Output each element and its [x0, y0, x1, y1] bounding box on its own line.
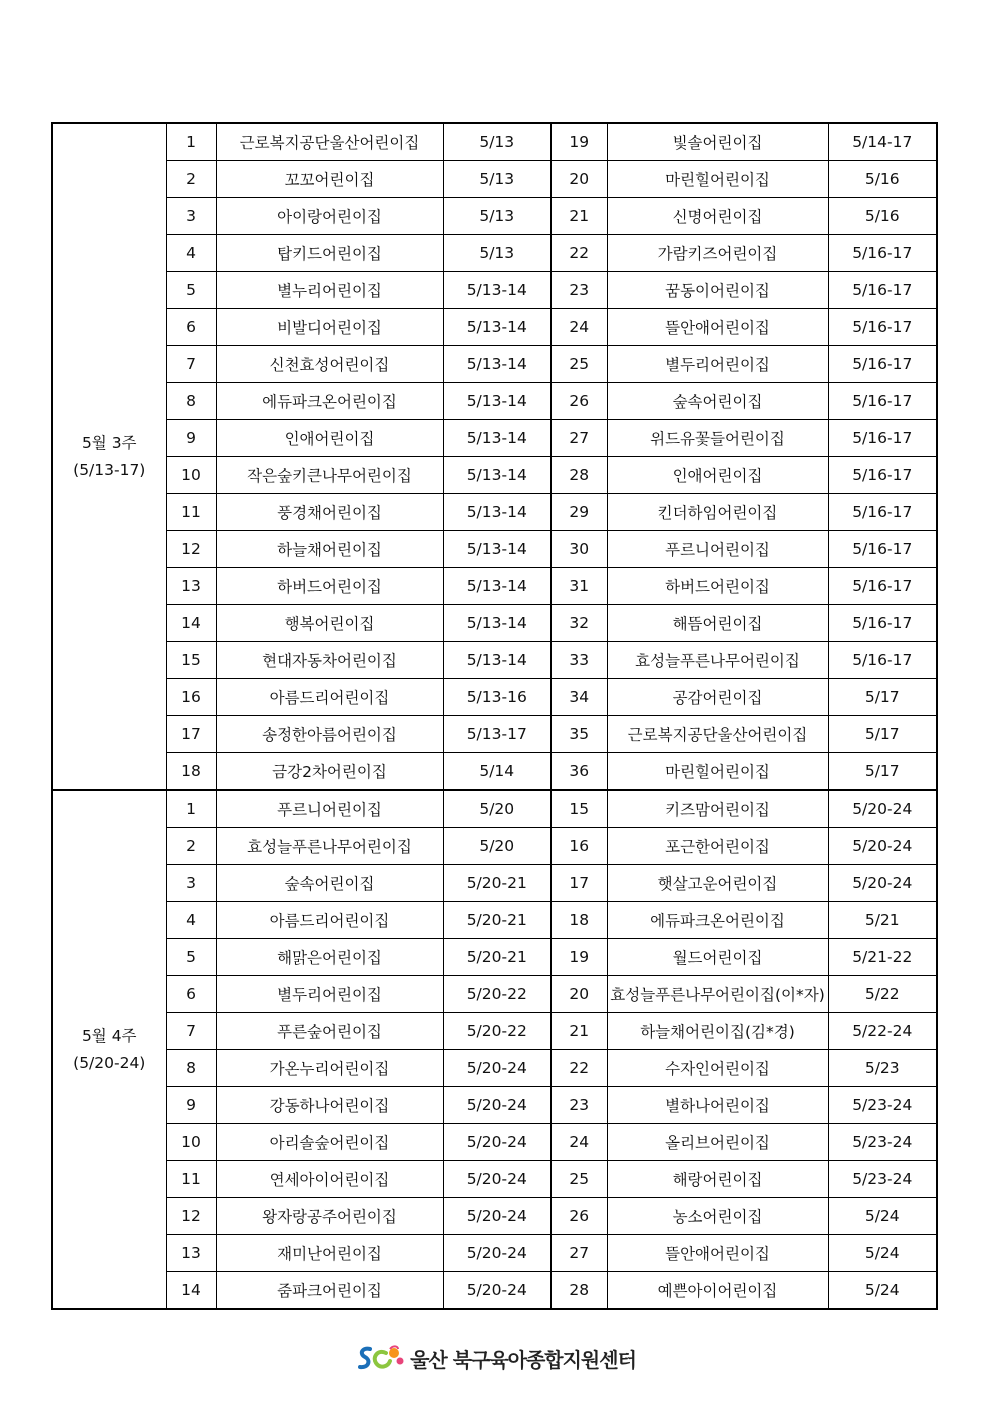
cell-name: 포근한어린이집 [607, 828, 828, 865]
cell-no: 33 [551, 642, 607, 679]
cell-date: 5/16 [828, 161, 937, 198]
cell-name: 작은숲키큰나무어린이집 [216, 457, 443, 494]
cell-date: 5/16-17 [828, 346, 937, 383]
cell-no: 7 [166, 346, 216, 383]
cell-name: 킨더하임어린이집 [607, 494, 828, 531]
cell-name: 행복어린이집 [216, 605, 443, 642]
cell-date: 5/20-21 [443, 902, 551, 939]
cell-date: 5/23 [828, 1050, 937, 1087]
table-row [52, 716, 937, 753]
cell-date: 5/17 [828, 753, 937, 791]
cell-name: 연세아이어린이집 [216, 1161, 443, 1198]
cell-no: 6 [166, 976, 216, 1013]
cell-no: 15 [551, 790, 607, 828]
cell-no: 3 [166, 865, 216, 902]
table-row [52, 161, 937, 198]
cell-no: 4 [166, 902, 216, 939]
week-range: (5/20-24) [73, 1053, 146, 1072]
cell-name: 햇살고운어린이집 [607, 865, 828, 902]
cell-name: 비발디어린이집 [216, 309, 443, 346]
cell-name: 숲속어린이집 [216, 865, 443, 902]
cell-date: 5/13-14 [443, 531, 551, 568]
cell-no: 15 [166, 642, 216, 679]
cell-no: 18 [166, 753, 216, 791]
cell-name: 올리브어린이집 [607, 1124, 828, 1161]
cell-no: 4 [166, 235, 216, 272]
cell-date: 5/16-17 [828, 568, 937, 605]
cell-date: 5/13-14 [443, 457, 551, 494]
cell-date: 5/14 [443, 753, 551, 791]
cell-no: 16 [551, 828, 607, 865]
cell-name: 아이랑어린이집 [216, 198, 443, 235]
cell-name: 수자인어린이집 [607, 1050, 828, 1087]
cell-no: 14 [166, 1272, 216, 1310]
cell-name: 효성늘푸른나무어린이집 [216, 828, 443, 865]
table-row [52, 494, 937, 531]
cell-date: 5/13-14 [443, 420, 551, 457]
cell-name: 금강2차어린이집 [216, 753, 443, 791]
cell-no: 22 [551, 235, 607, 272]
cell-date: 5/21-22 [828, 939, 937, 976]
cell-date: 5/16-17 [828, 457, 937, 494]
cell-no: 11 [166, 1161, 216, 1198]
cell-name: 현대자동차어린이집 [216, 642, 443, 679]
cell-date: 5/16-17 [828, 383, 937, 420]
cell-date: 5/16-17 [828, 272, 937, 309]
cell-no: 28 [551, 1272, 607, 1310]
cell-name: 하늘채어린이집(김*경) [607, 1013, 828, 1050]
cell-no: 12 [166, 1198, 216, 1235]
cell-date: 5/17 [828, 716, 937, 753]
cell-date: 5/13 [443, 235, 551, 272]
cell-name: 풍경채어린이집 [216, 494, 443, 531]
week-label: 5월 4주 [81, 1027, 137, 1046]
cell-date: 5/13-14 [443, 605, 551, 642]
cell-date: 5/20-22 [443, 976, 551, 1013]
cell-no: 19 [551, 939, 607, 976]
cell-date: 5/20-24 [443, 1235, 551, 1272]
cell-date: 5/20-22 [443, 1013, 551, 1050]
cell-no: 26 [551, 1198, 607, 1235]
cell-name: 아름드리어린이집 [216, 902, 443, 939]
cell-no: 6 [166, 309, 216, 346]
cell-name: 가온누리어린이집 [216, 1050, 443, 1087]
cell-no: 13 [166, 568, 216, 605]
table-row [52, 828, 937, 865]
schedule-body [52, 123, 937, 1309]
table-row [52, 235, 937, 272]
table-row [52, 790, 937, 828]
cell-name: 아름드리어린이집 [216, 679, 443, 716]
center-logo-icon [356, 1343, 404, 1373]
cell-no: 21 [551, 1013, 607, 1050]
table-row [52, 346, 937, 383]
cell-no: 28 [551, 457, 607, 494]
cell-no: 2 [166, 828, 216, 865]
cell-name: 마린힐어린이집 [607, 161, 828, 198]
cell-date: 5/14-17 [828, 123, 937, 161]
table-row [52, 976, 937, 1013]
cell-name: 별두리어린이집 [607, 346, 828, 383]
cell-date: 5/23-24 [828, 1087, 937, 1124]
week-cell [52, 123, 166, 790]
cell-date: 5/16-17 [828, 531, 937, 568]
cell-no: 26 [551, 383, 607, 420]
cell-no: 14 [166, 605, 216, 642]
cell-name: 근로복지공단울산어린이집 [607, 716, 828, 753]
cell-no: 17 [551, 865, 607, 902]
cell-name: 별두리어린이집 [216, 976, 443, 1013]
table-row [52, 1124, 937, 1161]
cell-no: 21 [551, 198, 607, 235]
cell-date: 5/20-21 [443, 865, 551, 902]
cell-name: 뜰안애어린이집 [607, 1235, 828, 1272]
cell-name: 송정한아름어린이집 [216, 716, 443, 753]
cell-date: 5/20-24 [828, 790, 937, 828]
cell-no: 27 [551, 1235, 607, 1272]
cell-date: 5/22-24 [828, 1013, 937, 1050]
table-row [52, 679, 937, 716]
cell-date: 5/24 [828, 1235, 937, 1272]
cell-name: 탑키드어린이집 [216, 235, 443, 272]
cell-name: 해뜸어린이집 [607, 605, 828, 642]
cell-name: 신명어린이집 [607, 198, 828, 235]
cell-date: 5/24 [828, 1272, 937, 1310]
cell-name: 인애어린이집 [216, 420, 443, 457]
cell-name: 에듀파크온어린이집 [607, 902, 828, 939]
table-row [52, 457, 937, 494]
cell-name: 가람키즈어린이집 [607, 235, 828, 272]
cell-no: 8 [166, 1050, 216, 1087]
cell-name: 공감어린이집 [607, 679, 828, 716]
cell-date: 5/20-24 [443, 1161, 551, 1198]
cell-name: 해맑은어린이집 [216, 939, 443, 976]
table-row [52, 383, 937, 420]
cell-name: 효성늘푸른나무어린이집(이*자) [607, 976, 828, 1013]
cell-name: 푸르니어린이집 [216, 790, 443, 828]
cell-name: 근로복지공단울산어린이집 [216, 123, 443, 161]
cell-date: 5/20-24 [443, 1087, 551, 1124]
cell-date: 5/16-17 [828, 494, 937, 531]
table-row [52, 1235, 937, 1272]
cell-name: 별하나어린이집 [607, 1087, 828, 1124]
cell-name: 월드어린이집 [607, 939, 828, 976]
cell-date: 5/20 [443, 790, 551, 828]
table-row [52, 1013, 937, 1050]
cell-no: 8 [166, 383, 216, 420]
cell-name: 꼬꼬어린이집 [216, 161, 443, 198]
cell-date: 5/23-24 [828, 1161, 937, 1198]
cell-no: 13 [166, 1235, 216, 1272]
cell-date: 5/13 [443, 123, 551, 161]
cell-name: 별누리어린이집 [216, 272, 443, 309]
footer [0, 1340, 992, 1376]
cell-date: 5/20-24 [443, 1198, 551, 1235]
cell-date: 5/20-24 [828, 828, 937, 865]
cell-no: 16 [166, 679, 216, 716]
week-label: 5월 3주 [81, 434, 137, 453]
cell-no: 17 [166, 716, 216, 753]
cell-name: 예쁜아이어린이집 [607, 1272, 828, 1310]
table-row [52, 642, 937, 679]
cell-date: 5/16 [828, 198, 937, 235]
cell-no: 24 [551, 1124, 607, 1161]
cell-no: 24 [551, 309, 607, 346]
cell-name: 해랑어린이집 [607, 1161, 828, 1198]
cell-date: 5/23-24 [828, 1124, 937, 1161]
cell-name: 농소어린이집 [607, 1198, 828, 1235]
table-row [52, 198, 937, 235]
cell-date: 5/20-24 [443, 1050, 551, 1087]
cell-date: 5/24 [828, 1198, 937, 1235]
cell-date: 5/17 [828, 679, 937, 716]
cell-date: 5/13-14 [443, 309, 551, 346]
cell-no: 11 [166, 494, 216, 531]
cell-name: 인애어린이집 [607, 457, 828, 494]
cell-date: 5/13-14 [443, 642, 551, 679]
cell-date: 5/13 [443, 198, 551, 235]
cell-date: 5/16-17 [828, 309, 937, 346]
cell-name: 숲속어린이집 [607, 383, 828, 420]
cell-name: 마린힐어린이집 [607, 753, 828, 791]
cell-name: 꿈동이어린이집 [607, 272, 828, 309]
cell-date: 5/20-24 [828, 865, 937, 902]
cell-no: 20 [551, 976, 607, 1013]
cell-no: 36 [551, 753, 607, 791]
table-row [52, 605, 937, 642]
table-row [52, 865, 937, 902]
cell-no: 7 [166, 1013, 216, 1050]
table-row [52, 123, 937, 161]
cell-date: 5/21 [828, 902, 937, 939]
cell-no: 9 [166, 420, 216, 457]
cell-no: 22 [551, 1050, 607, 1087]
cell-no: 1 [166, 790, 216, 828]
table-row [52, 1087, 937, 1124]
cell-date: 5/20-21 [443, 939, 551, 976]
cell-no: 32 [551, 605, 607, 642]
cell-name: 푸른숲어린이집 [216, 1013, 443, 1050]
cell-date: 5/16-17 [828, 605, 937, 642]
cell-name: 신천효성어린이집 [216, 346, 443, 383]
table-row [52, 568, 937, 605]
cell-name: 하버드어린이집 [607, 568, 828, 605]
table-row [52, 939, 937, 976]
cell-name: 키즈맘어린이집 [607, 790, 828, 828]
table-row [52, 1161, 937, 1198]
cell-date: 5/20-24 [443, 1272, 551, 1310]
week-cell [52, 790, 166, 1309]
cell-no: 25 [551, 1161, 607, 1198]
cell-no: 5 [166, 272, 216, 309]
cell-no: 23 [551, 1087, 607, 1124]
cell-name: 에듀파크온어린이집 [216, 383, 443, 420]
cell-date: 5/16-17 [828, 642, 937, 679]
cell-no: 12 [166, 531, 216, 568]
cell-name: 효성늘푸른나무어린이집 [607, 642, 828, 679]
table-row [52, 531, 937, 568]
cell-name: 빛솔어린이집 [607, 123, 828, 161]
cell-no: 20 [551, 161, 607, 198]
cell-date: 5/13-14 [443, 383, 551, 420]
table-row [52, 902, 937, 939]
cell-date: 5/13-17 [443, 716, 551, 753]
schedule-table [51, 122, 938, 1310]
cell-no: 29 [551, 494, 607, 531]
cell-no: 23 [551, 272, 607, 309]
cell-date: 5/20-24 [443, 1124, 551, 1161]
cell-no: 3 [166, 198, 216, 235]
cell-date: 5/13-14 [443, 346, 551, 383]
cell-no: 34 [551, 679, 607, 716]
cell-date: 5/16-17 [828, 420, 937, 457]
table-row [52, 420, 937, 457]
cell-no: 31 [551, 568, 607, 605]
cell-no: 5 [166, 939, 216, 976]
cell-date: 5/13 [443, 161, 551, 198]
cell-no: 18 [551, 902, 607, 939]
cell-name: 재미난어린이집 [216, 1235, 443, 1272]
cell-date: 5/22 [828, 976, 937, 1013]
cell-no: 1 [166, 123, 216, 161]
cell-no: 27 [551, 420, 607, 457]
cell-no: 2 [166, 161, 216, 198]
org-name: 울산 북구육아종합지원센터 [410, 1347, 636, 1372]
cell-name: 위드유꽃들어린이집 [607, 420, 828, 457]
table-row [52, 1198, 937, 1235]
cell-no: 10 [166, 457, 216, 494]
table-row [52, 753, 937, 791]
cell-no: 35 [551, 716, 607, 753]
cell-name: 하버드어린이집 [216, 568, 443, 605]
week-range: (5/13-17) [73, 460, 146, 479]
cell-date: 5/13-14 [443, 568, 551, 605]
cell-name: 뜰안애어린이집 [607, 309, 828, 346]
cell-no: 19 [551, 123, 607, 161]
cell-no: 30 [551, 531, 607, 568]
cell-date: 5/16-17 [828, 235, 937, 272]
table-row [52, 272, 937, 309]
cell-date: 5/13-14 [443, 272, 551, 309]
cell-no: 10 [166, 1124, 216, 1161]
table-row [52, 309, 937, 346]
cell-name: 줌파크어린이집 [216, 1272, 443, 1310]
cell-no: 25 [551, 346, 607, 383]
table-row [52, 1272, 937, 1310]
cell-no: 9 [166, 1087, 216, 1124]
cell-name: 아리솔숲어린이집 [216, 1124, 443, 1161]
cell-date: 5/13-16 [443, 679, 551, 716]
cell-date: 5/20 [443, 828, 551, 865]
cell-name: 푸르니어린이집 [607, 531, 828, 568]
cell-name: 왕자랑공주어린이집 [216, 1198, 443, 1235]
cell-name: 하늘채어린이집 [216, 531, 443, 568]
table-row [52, 1050, 937, 1087]
cell-name: 강동하나어린이집 [216, 1087, 443, 1124]
cell-date: 5/13-14 [443, 494, 551, 531]
